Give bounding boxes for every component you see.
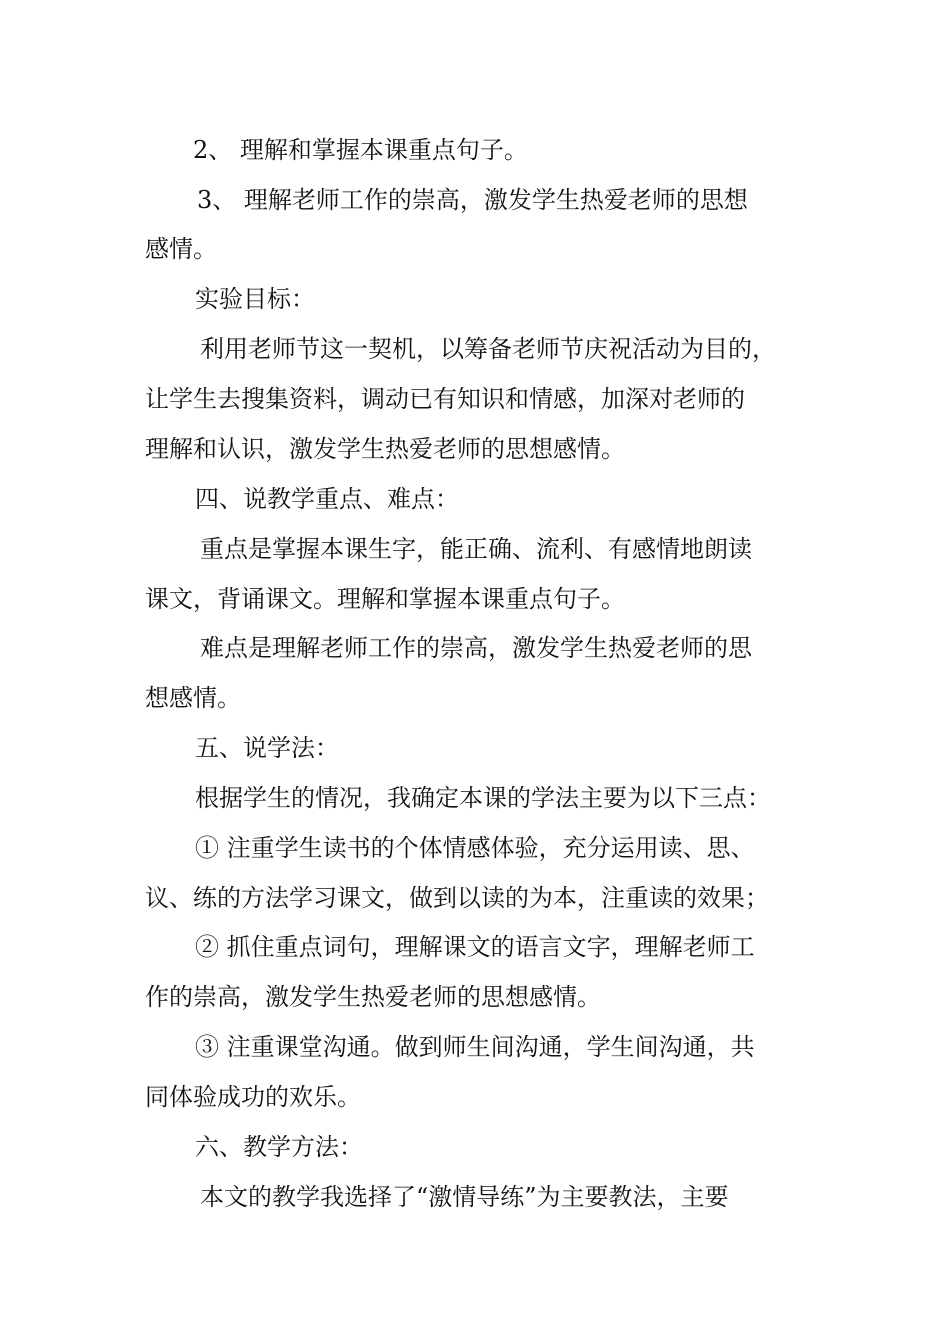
text-line: ③ 注重课堂沟通。做到师生间沟通，学生间沟通，共 [195, 1033, 755, 1061]
text-line: 根据学生的情况，我确定本课的学法主要为以下三点： [195, 784, 771, 812]
text-line: 难点是理解老师工作的崇高，激发学生热爱老师的思 [200, 634, 752, 662]
text-line: 感情。 [145, 235, 217, 263]
text-line: 同体验成功的欢乐。 [145, 1083, 361, 1111]
section-heading: 五、说学法： [195, 734, 339, 762]
text-line: ② 抓住重点词句，理解课文的语言文字，理解老师工 [195, 933, 755, 961]
text-line: 课文，背诵课文。理解和掌握本课重点句子。 [145, 585, 625, 613]
text-line: 作的崇高，激发学生热爱老师的思想感情。 [145, 983, 601, 1011]
text-line: 2、 理解和掌握本课重点句子。 [193, 136, 528, 164]
text-line: ① 注重学生读书的个体情感体验，充分运用读、思、 [195, 834, 755, 862]
section-heading: 实验目标： [195, 285, 315, 313]
section-heading: 四、说教学重点、难点： [195, 485, 459, 513]
text-line: 本文的教学我选择了“激情导练”为主要教法，主要 [200, 1183, 729, 1211]
text-line: 理解和认识，激发学生热爱老师的思想感情。 [145, 435, 625, 463]
text-line: 重点是掌握本课生字，能正确、流利、有感情地朗读 [200, 535, 752, 563]
section-heading: 六、教学方法： [195, 1133, 363, 1161]
text-line: 想感情。 [145, 684, 241, 712]
text-line: 让学生去搜集资料，调动已有知识和情感，加深对老师的 [145, 385, 745, 413]
text-line: 议、练的方法学习课文，做到以读的为本，注重读的效果； [145, 884, 769, 912]
text-line: 利用老师节这一契机，以筹备老师节庆祝活动为目的， [200, 335, 776, 363]
text-line: 3、 理解老师工作的崇高，激发学生热爱老师的思想 [197, 186, 748, 214]
